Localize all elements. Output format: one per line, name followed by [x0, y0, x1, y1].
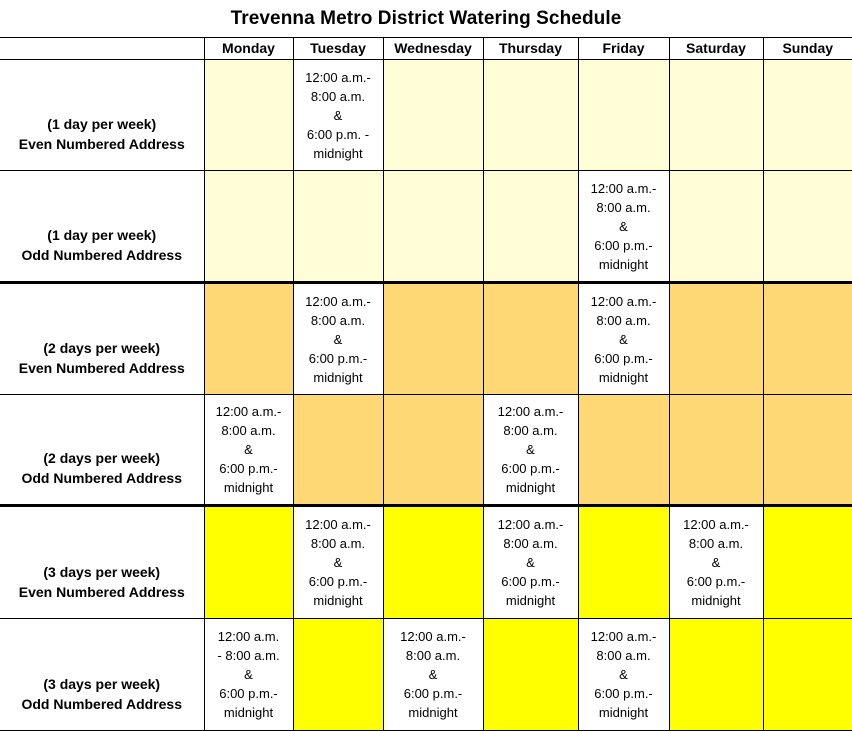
no-watering-saturday [669, 171, 763, 283]
watering-time-thursday: 12:00 a.m.- 8:00 a.m. & 6:00 p.m.- midnight [483, 395, 578, 506]
schedule-row [0, 395, 852, 506]
watering-schedule-table [0, 37, 852, 731]
row-label-address-type: Odd Numbered Address [21, 470, 182, 486]
no-watering-friday [578, 60, 669, 171]
day-header-thursday: Thursday [483, 38, 578, 60]
no-watering-wednesday [383, 506, 483, 619]
row-label [0, 283, 204, 395]
schedule-row [0, 171, 852, 283]
schedule-title: Trevenna Metro District Watering Schedule [0, 0, 852, 37]
watering-time-friday: 12:00 a.m.- 8:00 a.m. & 6:00 p.m.- midnight [578, 283, 669, 395]
schedule-row [0, 619, 852, 731]
no-watering-wednesday [383, 171, 483, 283]
watering-time-friday: 12:00 a.m.- 8:00 a.m. & 6:00 p.m.- midnight [578, 619, 669, 731]
schedule-row [0, 283, 852, 395]
no-watering-sunday [763, 506, 852, 619]
no-watering-monday [204, 171, 293, 283]
row-label [0, 619, 204, 731]
corner-cell [0, 38, 204, 60]
no-watering-saturday [669, 619, 763, 731]
no-watering-monday [204, 506, 293, 619]
row-label-frequency: (3 days per week) [43, 564, 161, 580]
no-watering-wednesday [383, 395, 483, 506]
row-label-frequency: (1 day per week) [47, 116, 157, 132]
watering-time-thursday: 12:00 a.m.- 8:00 a.m. & 6:00 p.m.- midnight [483, 506, 578, 619]
row-label-frequency: (2 days per week) [43, 450, 161, 466]
watering-time-monday: 12:00 a.m. - 8:00 a.m. & 6:00 p.m.- midnight [204, 619, 293, 731]
schedule-row [0, 506, 852, 619]
no-watering-thursday [483, 619, 578, 731]
no-watering-sunday [763, 60, 852, 171]
no-watering-tuesday [293, 171, 383, 283]
row-label [0, 171, 204, 283]
watering-time-tuesday: 12:00 a.m.- 8:00 a.m. & 6:00 p.m. - midnight [293, 60, 383, 171]
watering-time-tuesday: 12:00 a.m.- 8:00 a.m. & 6:00 p.m.- midnight [293, 506, 383, 619]
no-watering-saturday [669, 395, 763, 506]
header-row [0, 38, 852, 60]
no-watering-monday [204, 283, 293, 395]
no-watering-tuesday [293, 619, 383, 731]
no-watering-sunday [763, 619, 852, 731]
day-header-saturday: Saturday [669, 38, 763, 60]
no-watering-tuesday [293, 395, 383, 506]
day-header-friday: Friday [578, 38, 669, 60]
row-label-frequency: (1 day per week) [47, 227, 157, 243]
row-label [0, 395, 204, 506]
no-watering-monday [204, 60, 293, 171]
no-watering-friday [578, 395, 669, 506]
day-header-tuesday: Tuesday [293, 38, 383, 60]
no-watering-sunday [763, 395, 852, 506]
no-watering-saturday [669, 283, 763, 395]
no-watering-sunday [763, 283, 852, 395]
watering-time-friday: 12:00 a.m.- 8:00 a.m. & 6:00 p.m.- midnight [578, 171, 669, 283]
no-watering-friday [578, 506, 669, 619]
day-header-monday: Monday [204, 38, 293, 60]
watering-time-saturday: 12:00 a.m.- 8:00 a.m. & 6:00 p.m.- midnight [669, 506, 763, 619]
row-label-address-type: Even Numbered Address [18, 584, 185, 600]
row-label-address-type: Odd Numbered Address [21, 247, 182, 263]
no-watering-wednesday [383, 283, 483, 395]
row-label [0, 506, 204, 619]
no-watering-thursday [483, 171, 578, 283]
row-label-frequency: (2 days per week) [43, 340, 161, 356]
row-label-address-type: Even Numbered Address [18, 360, 185, 376]
no-watering-wednesday [383, 60, 483, 171]
no-watering-sunday [763, 171, 852, 283]
day-header-wednesday: Wednesday [383, 38, 483, 60]
row-label-frequency: (3 days per week) [43, 676, 161, 692]
row-label-address-type: Even Numbered Address [18, 136, 185, 152]
watering-time-monday: 12:00 a.m.- 8:00 a.m. & 6:00 p.m.- midnight [204, 395, 293, 506]
row-label [0, 60, 204, 171]
no-watering-thursday [483, 60, 578, 171]
watering-time-tuesday: 12:00 a.m.- 8:00 a.m. & 6:00 p.m.- midnight [293, 283, 383, 395]
no-watering-saturday [669, 60, 763, 171]
schedule-row [0, 60, 852, 171]
row-label-address-type: Odd Numbered Address [21, 696, 182, 712]
watering-time-wednesday: 12:00 a.m.- 8:00 a.m. & 6:00 p.m.- midnight [383, 619, 483, 731]
day-header-sunday: Sunday [763, 38, 852, 60]
no-watering-thursday [483, 283, 578, 395]
